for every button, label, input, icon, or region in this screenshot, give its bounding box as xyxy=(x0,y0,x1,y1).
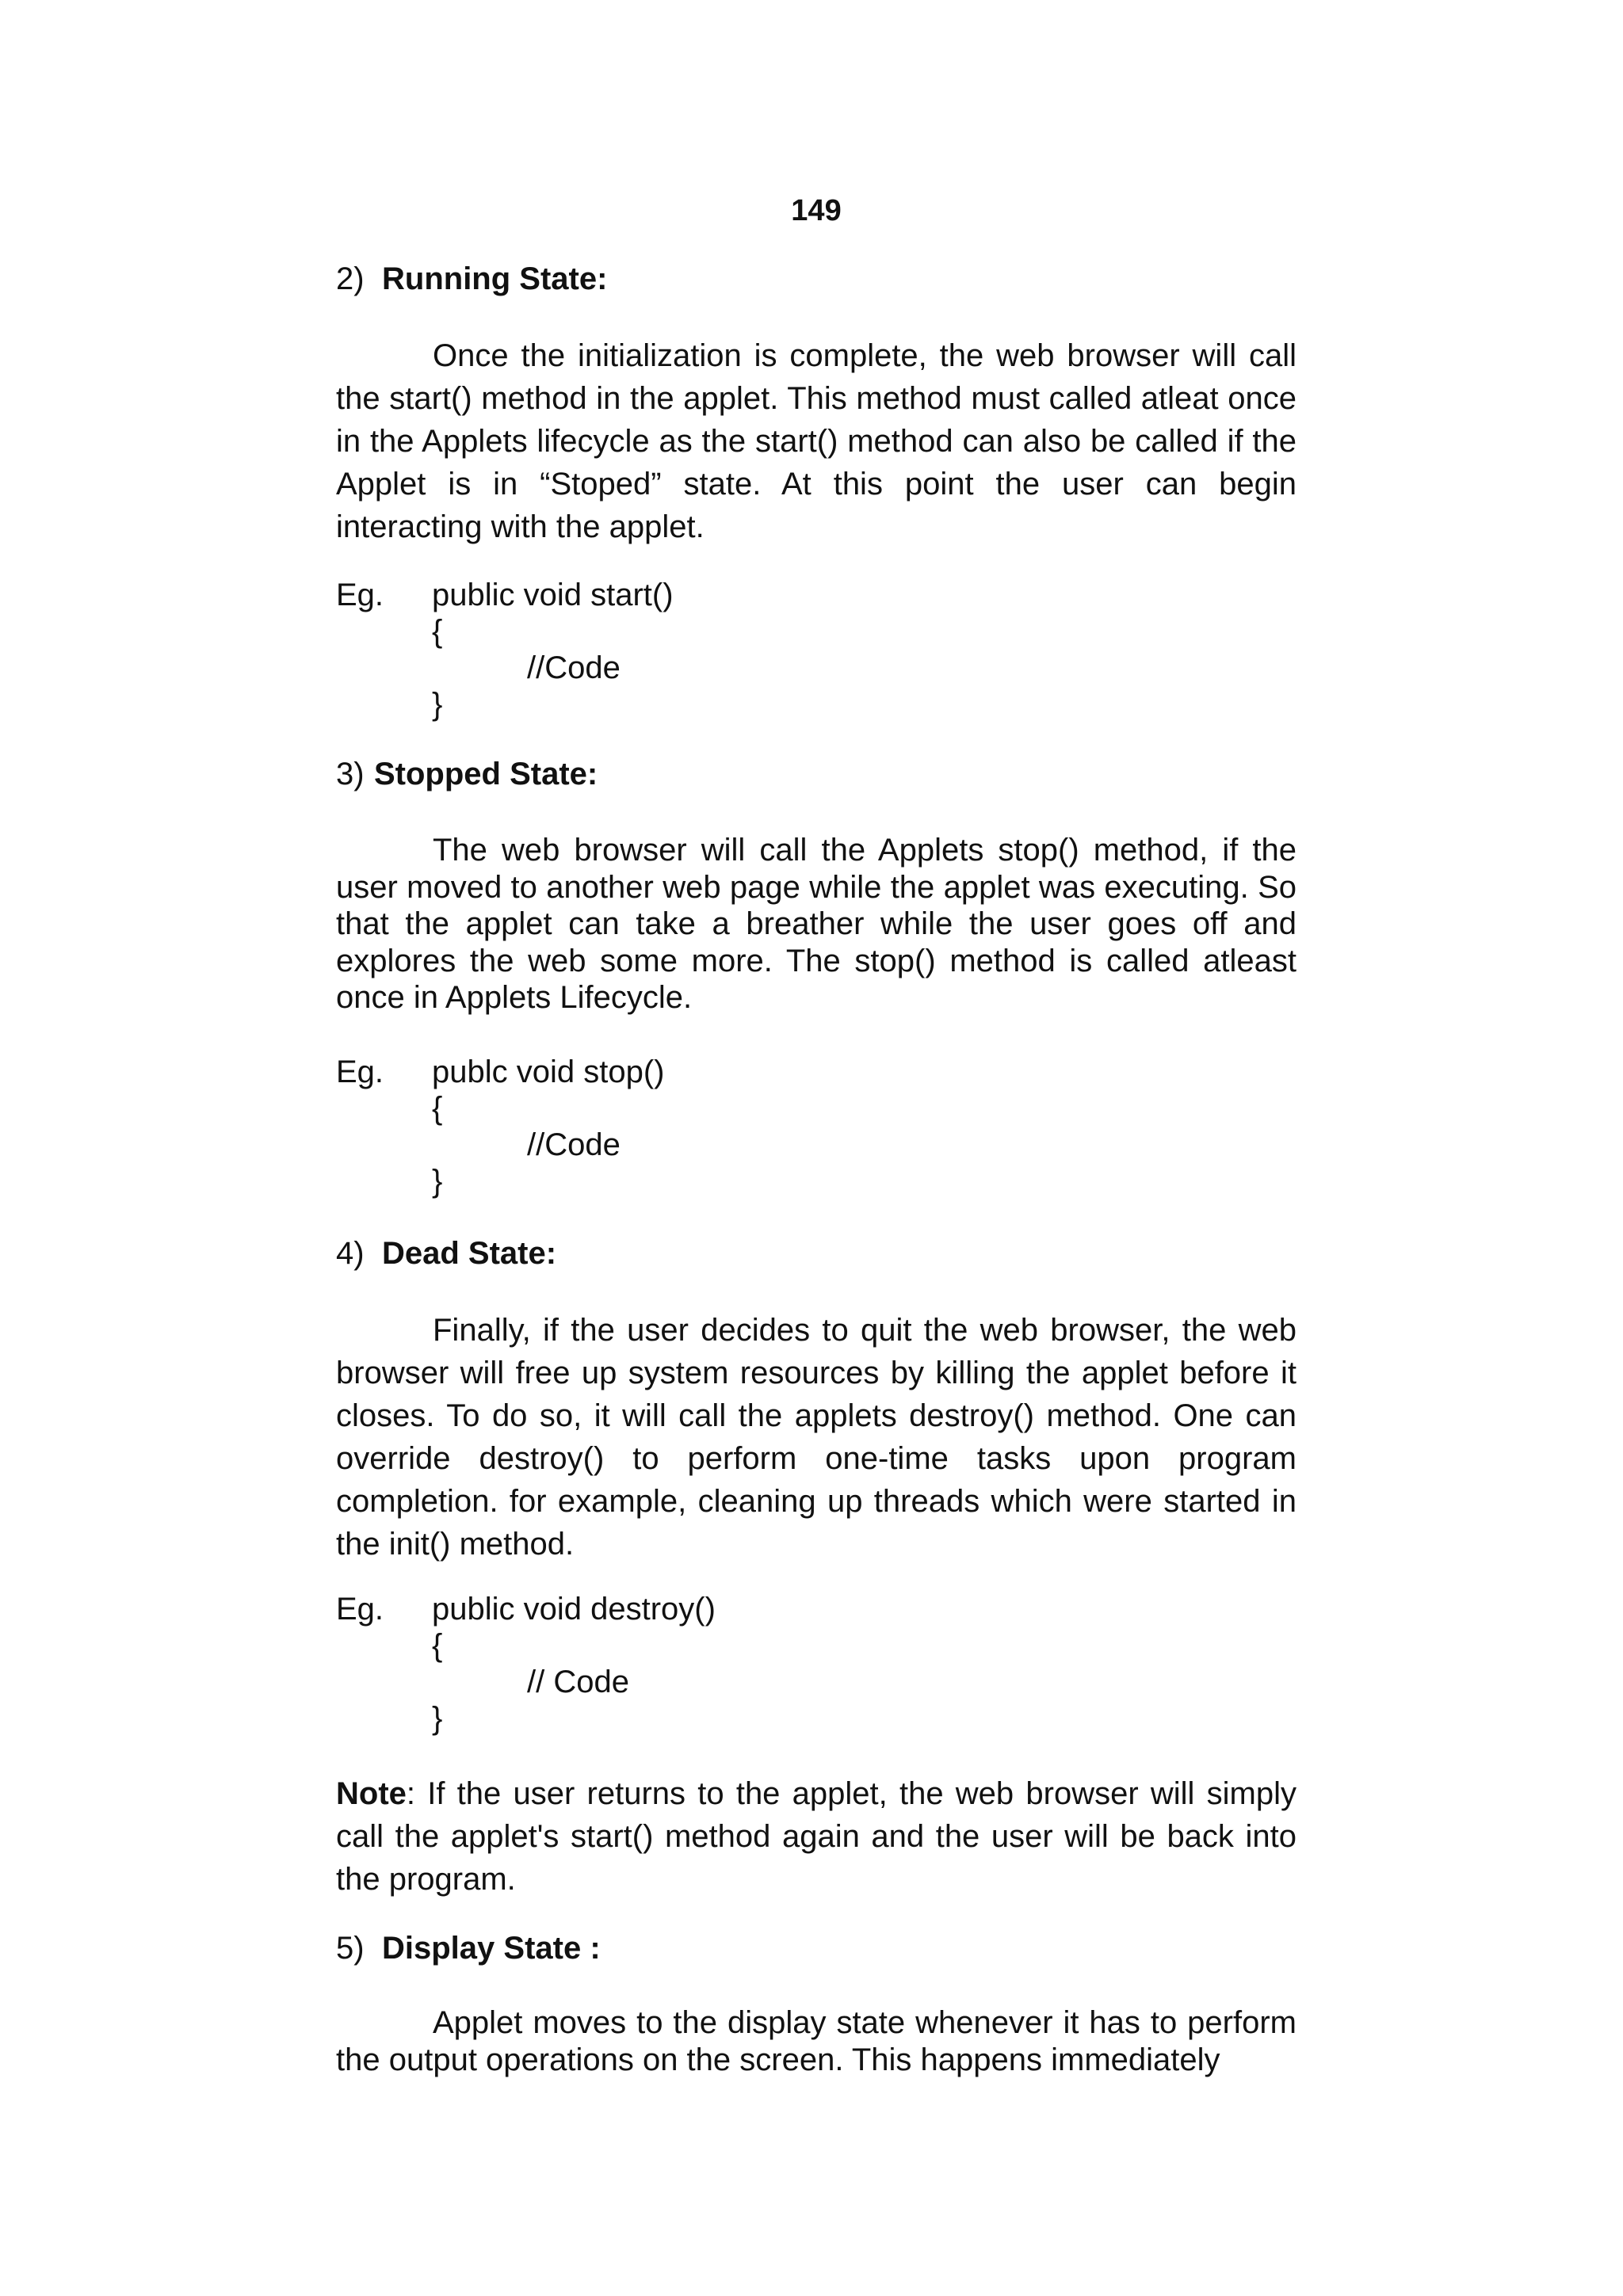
section-title: Running State: xyxy=(382,261,608,296)
code-open-brace: { xyxy=(432,614,443,649)
section-number: 3) xyxy=(336,757,365,791)
paragraph-stopped-state: The web browser will call the Applets stop() method, if the user moved to another web page while the applet was executing. So that the applet can take a breather while the user goes off and explores the web some more. The stop() method is called atleast once in Applets Lifecycle. xyxy=(336,833,1296,1015)
note-label: Note xyxy=(336,1776,407,1811)
code-signature-start: public void start() xyxy=(432,578,674,612)
paragraph-display-state: Applet moves to the display state whenever it has to perform the output operations on the screen. This happens immediately xyxy=(336,2005,1296,2077)
section-title: Dead State: xyxy=(382,1236,557,1271)
section-number: 5) xyxy=(336,1931,365,1966)
code-close-brace: } xyxy=(432,1701,443,1736)
section-heading-running-state xyxy=(336,261,607,297)
section-heading-dead-state xyxy=(336,1236,556,1272)
section-title: Stopped State: xyxy=(374,757,598,791)
code-open-brace: { xyxy=(432,1091,443,1126)
page-number: 149 xyxy=(791,194,842,227)
code-body-comment: //Code xyxy=(527,650,621,685)
example-label: Eg. xyxy=(336,1592,384,1627)
example-label: Eg. xyxy=(336,578,384,612)
section-number: 2) xyxy=(336,261,365,296)
code-body-comment: // Code xyxy=(527,1665,629,1699)
section-number: 4) xyxy=(336,1236,365,1271)
code-signature-stop: publc void stop() xyxy=(432,1055,665,1089)
paragraph-dead-state: Finally, if the user decides to quit the web browser, the web browser will free up system resources by killing the applet before it closes. To do so, it will call the applets destroy() method. One can override destroy() to perform one-time tasks upon program completion. for example, cleaning up threads which were started in the init() method. xyxy=(336,1313,1296,1562)
code-signature-destroy: public void destroy() xyxy=(432,1592,716,1627)
code-close-brace: } xyxy=(432,687,443,722)
code-body-comment: //Code xyxy=(527,1127,621,1162)
note-text: : If the user returns to the applet, the web browser will simply call the applet's start() method again and the user will be back into the program. xyxy=(336,1776,1296,1897)
code-open-brace: { xyxy=(432,1628,443,1663)
paragraph-running-state: Once the initialization is complete, the web browser will call the start() method in the applet. This method must called atleat once in the Applets lifecycle as the start() method can also be called if the Applet is in “Stoped” state. At this point the user can begin interacting with the applet. xyxy=(336,338,1296,544)
section-heading-stopped-state xyxy=(336,757,598,792)
code-close-brace: } xyxy=(432,1164,443,1199)
section-heading-display-state xyxy=(336,1931,601,1966)
example-label: Eg. xyxy=(336,1055,384,1089)
note-paragraph xyxy=(336,1772,1296,1901)
section-title: Display State : xyxy=(382,1931,601,1966)
